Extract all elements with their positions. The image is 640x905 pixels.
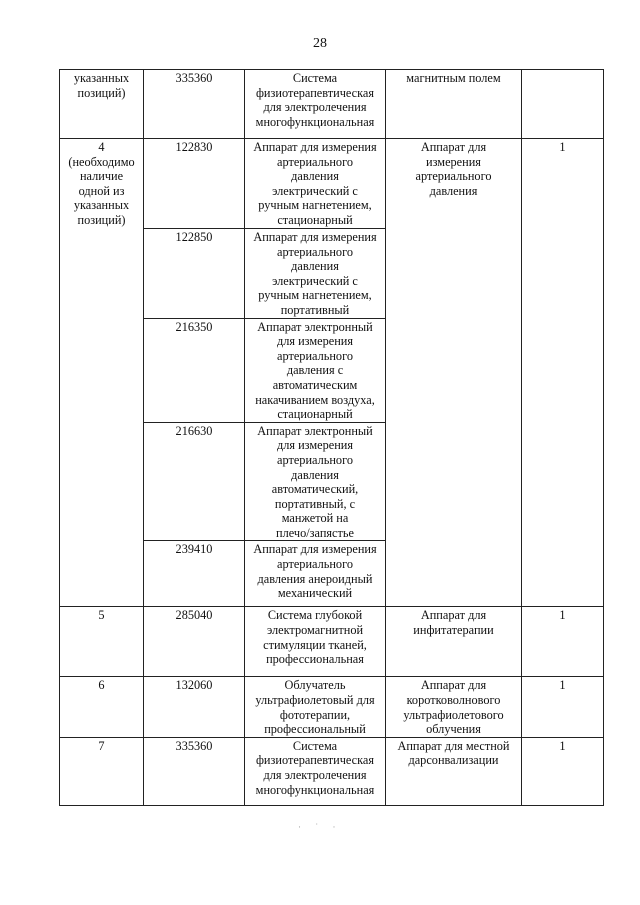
name-cell: Система глубокой электромагнитной стимуляции тканей, профессиональная (245, 607, 386, 677)
equipment-cell: Аппарат для коротковолнового ультрафиолетового облучения (386, 677, 522, 737)
row-number-cell: 6 (60, 677, 144, 737)
name-cell: Система физиотерапевтическая для электролечения многофункциональная (245, 737, 386, 805)
name-cell: Аппарат для измерения артериального давления электрический с ручным нагнетением, портативный (245, 229, 386, 319)
table-row-5 (60, 607, 604, 677)
code-cell: 285040 (144, 607, 245, 677)
code-cell: 335360 (144, 737, 245, 805)
code-cell: 132060 (144, 677, 245, 737)
row-number-cell: 4 (необходимо наличие одной из указанных позиций) (60, 139, 144, 607)
equipment-cell: Аппарат для местной дарсонвализации (386, 737, 522, 805)
name-cell: Система физиотерапевтическая для электролечения многофункциональная (245, 70, 386, 139)
code-cell: 216630 (144, 422, 245, 541)
code-cell: 122830 (144, 139, 245, 229)
row-number-cell: указанных позиций) (60, 70, 144, 139)
name-cell: Облучатель ультрафиолетовый для фототерапии, профессиональный (245, 677, 386, 737)
row-number-cell: 5 (60, 607, 144, 677)
name-cell: Аппарат электронный для измерения артериального давления автоматический, портативный, с манжетой на плечо/запястье (245, 422, 386, 541)
table-row-7 (60, 737, 604, 805)
code-cell: 335360 (144, 70, 245, 139)
name-cell: Аппарат для измерения артериального давления электрический с ручным нагнетением, стационарный (245, 139, 386, 229)
code-cell: 216350 (144, 318, 245, 422)
quantity-cell: 1 (522, 607, 604, 677)
page-number: 28 (313, 36, 327, 51)
equipment-table (59, 69, 604, 806)
equipment-cell: магнитным полем (386, 70, 522, 139)
quantity-cell: 1 (522, 677, 604, 737)
name-cell: Аппарат электронный для измерения артериального давления с автоматическим накачиванием воздуха, стационарный (245, 318, 386, 422)
name-cell: Аппарат для измерения артериального давления анероидный механический (245, 541, 386, 607)
table-row-6 (60, 677, 604, 737)
quantity-cell (522, 70, 604, 139)
table-row-continuation (60, 70, 604, 139)
equipment-cell: Аппарат для инфитатерапии (386, 607, 522, 677)
code-cell: 122850 (144, 229, 245, 319)
quantity-cell: 1 (522, 737, 604, 805)
code-cell: 239410 (144, 541, 245, 607)
row-number-cell: 7 (60, 737, 144, 805)
equipment-cell: Аппарат для измерения артериального давления (386, 139, 522, 607)
table-row-4 (60, 139, 604, 229)
scan-artifact: · ˙ · (298, 822, 342, 832)
quantity-cell: 1 (522, 139, 604, 607)
